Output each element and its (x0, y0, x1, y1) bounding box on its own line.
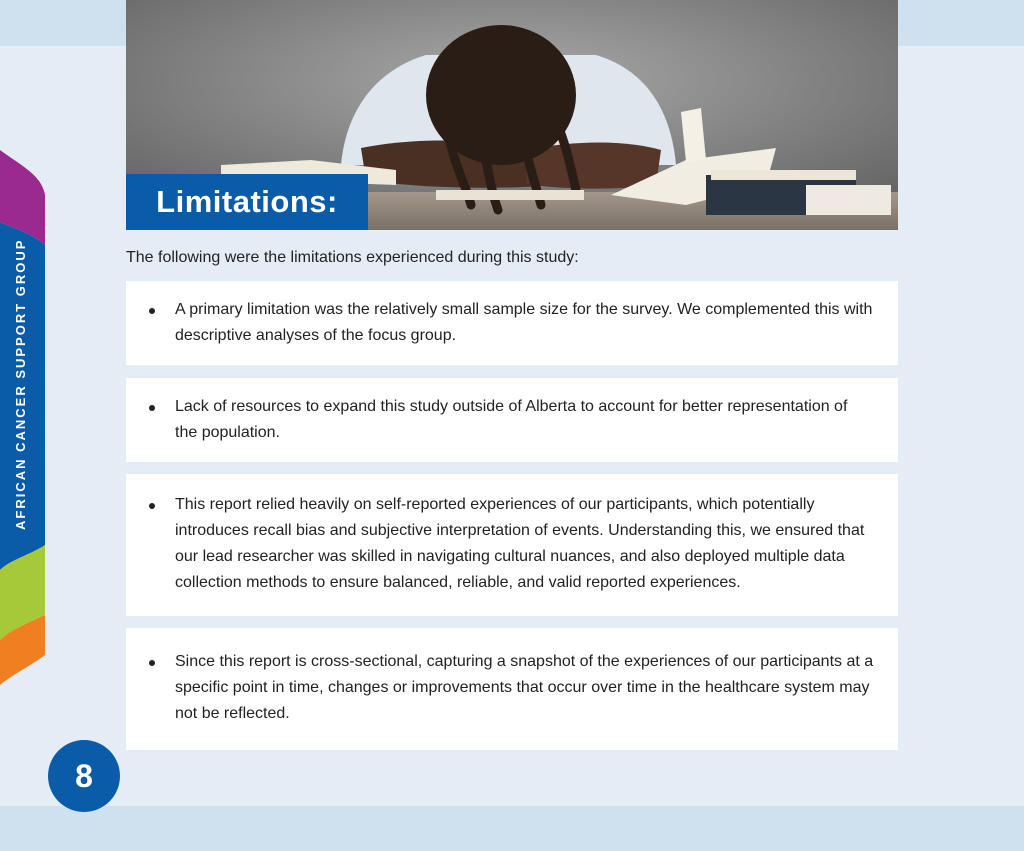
limitation-card (126, 281, 898, 365)
intro-text: The following were the limitations experienced during this study: (126, 249, 579, 266)
limitation-text: A primary limitation was the relatively small sample size for the survey. We complemented this with descriptive analyses of the focus group. (175, 301, 873, 344)
organization-name: AFRICAN CANCER SUPPORT GROUP (13, 238, 28, 530)
section-title: Limitations: (126, 174, 368, 230)
page-number: 8 (48, 740, 120, 812)
limitation-text: Since this report is cross-sectional, capturing a snapshot of the experiences of our participants at a specific point in time, changes or improvements that occur over time in the healthcare system may not be reflected. (175, 653, 874, 722)
limitation-card (126, 474, 898, 616)
limitation-text: This report relied heavily on self-reported experiences of our participants, which potentially introduces recall bias and subjective interpretation of events. Understanding this, we ensured that our lead researcher was skilled in navigating cultural nuances, and also deployed multiple data collection methods to ensure balanced, reliable, and valid reported experiences. (175, 496, 865, 591)
hero-banner (126, 0, 898, 230)
limitation-text: Lack of resources to expand this study outside of Alberta to account for better representation of the population. (175, 398, 848, 441)
limitation-card (126, 378, 898, 462)
bottom-band (0, 806, 1024, 851)
limitation-card (126, 628, 898, 750)
